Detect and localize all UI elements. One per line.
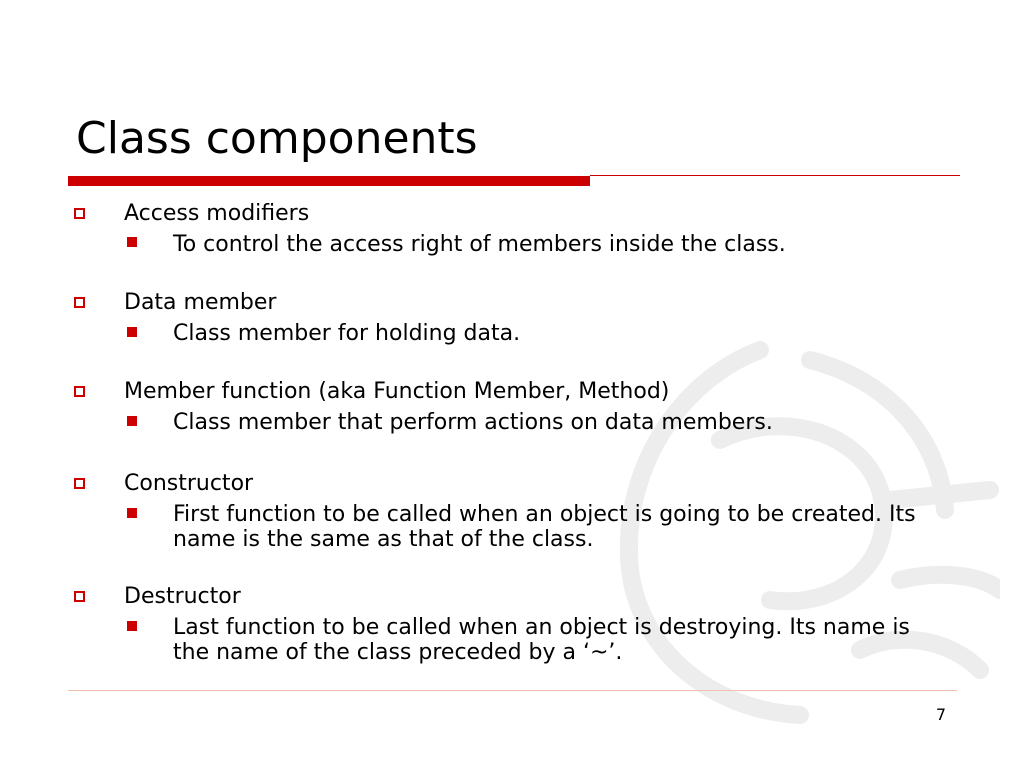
bullet-item: Access modifiers xyxy=(124,201,310,226)
filled-square-bullet-icon xyxy=(127,508,137,518)
bullet-item: Data member xyxy=(124,290,277,315)
slide-title: Class components xyxy=(76,113,478,164)
bullet-item: Destructor xyxy=(124,584,241,609)
bullet-item: Member function (aka Function Member, Method) xyxy=(124,379,670,404)
footer-divider xyxy=(68,690,957,691)
page-number: 7 xyxy=(935,705,946,724)
sub-bullet-item: Class member for holding data. xyxy=(173,321,521,346)
sub-bullet-item: Last function to be called when an object is destroying. Its name is the name of the class preceded by a ‘~’. xyxy=(173,615,910,665)
hollow-square-bullet-icon xyxy=(74,297,85,308)
filled-square-bullet-icon xyxy=(127,237,137,247)
title-underline-thin xyxy=(590,175,960,176)
hollow-square-bullet-icon xyxy=(74,386,85,397)
filled-square-bullet-icon xyxy=(127,621,137,631)
filled-square-bullet-icon xyxy=(127,327,137,337)
hollow-square-bullet-icon xyxy=(74,208,85,219)
sub-bullet-item: To control the access right of members inside the class. xyxy=(173,232,786,257)
filled-square-bullet-icon xyxy=(127,416,137,426)
sub-bullet-item: Class member that perform actions on data members. xyxy=(173,410,773,435)
hollow-square-bullet-icon xyxy=(74,478,85,489)
title-underline-thick xyxy=(68,176,590,186)
bullet-item: Constructor xyxy=(124,471,254,496)
hollow-square-bullet-icon xyxy=(74,591,85,602)
sub-bullet-item: First function to be called when an object is going to be created. Its name is the same as that of the class. xyxy=(173,502,916,552)
